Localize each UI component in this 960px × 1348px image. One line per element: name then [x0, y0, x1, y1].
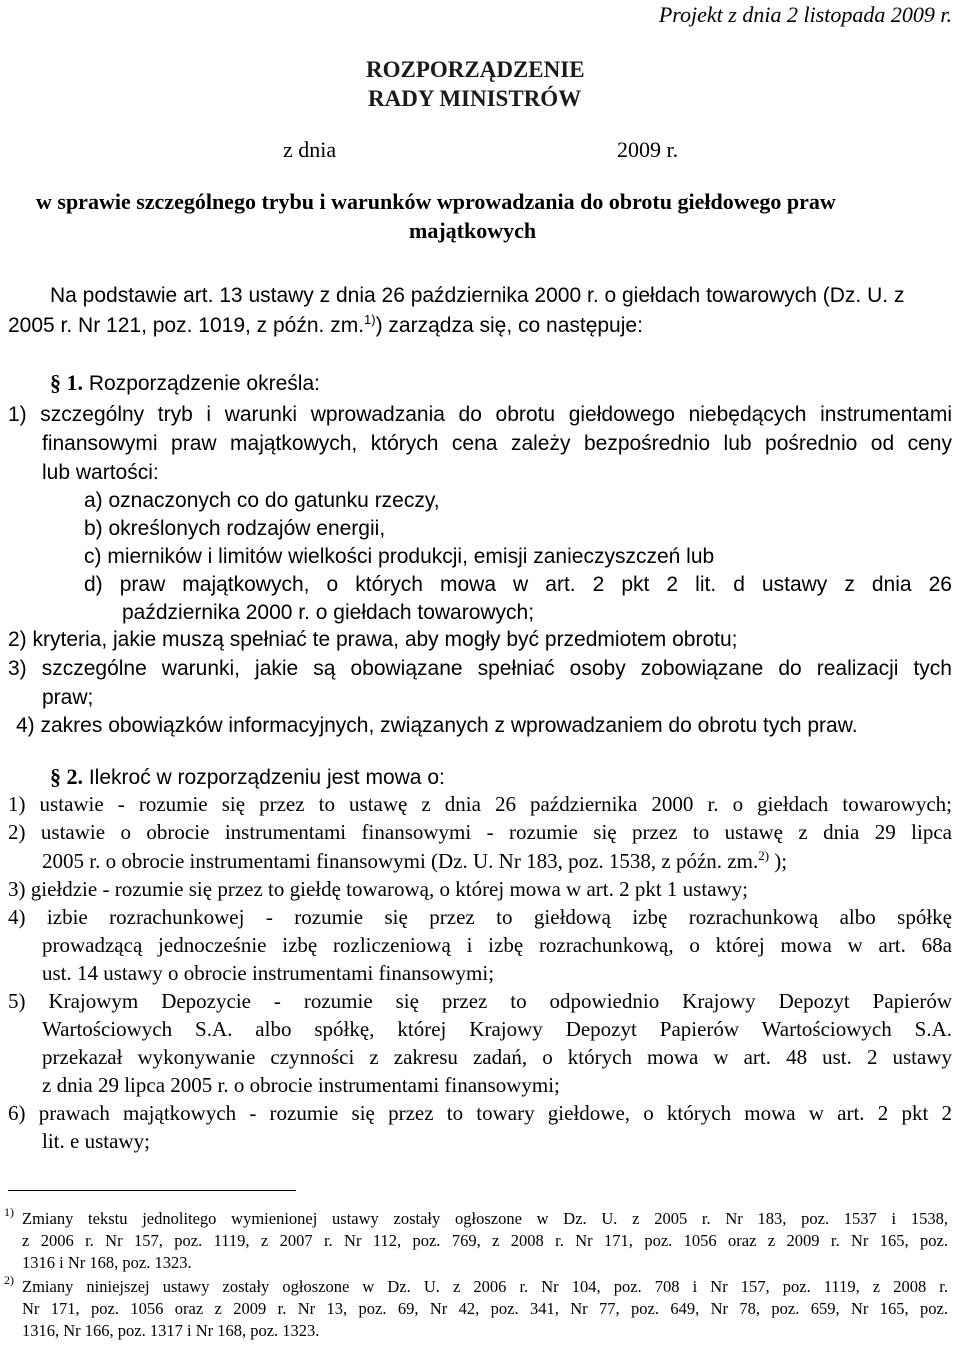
section-2-heading-text: Ilekroć w rozporządzeniu jest mowa o: [88, 766, 445, 789]
legal-basis-text-end: ) zarządza się, co następuje: [375, 314, 643, 337]
footnote-separator [8, 1190, 296, 1191]
section-1-subitem: a) oznaczonych co do gatunku rzeczy, [84, 489, 440, 512]
footnote-1-mark: 1) [4, 1205, 14, 1219]
section-1-item: 1) szczególny tryb i warunki wprowadzania do obrotu giełdowego niebędących instrumentami [8, 403, 952, 426]
section-2-item-text-end: ); [769, 849, 788, 873]
legal-basis-line2 [8, 314, 643, 338]
section-2-item: przekazał wykonywanie czynności z zakresu zadań, o których mowa w art. 48 ust. 2 ustawy [42, 1045, 952, 1069]
legal-basis-text: 2005 r. Nr 121, poz. 1019, z późn. zm. [8, 314, 365, 337]
footnote-2-line: 1316, Nr 166, poz. 1317 i Nr 168, poz. 1323. [22, 1321, 320, 1340]
section-2-item: 1) ustawie - rozumie się przez to ustawę z dnia 26 października 2000 r. o giełdach towarowych; [8, 792, 952, 816]
footnote-1-line: z 2006 r. Nr 157, poz. 1119, z 2007 r. Nr 112, poz. 769, z 2008 r. Nr 171, poz. 1056 oraz z 2009 r. Nr 165, poz. [22, 1231, 948, 1250]
section-2-item: 3) giełdzie - rozumie się przez to giełdę towarową, o której mowa w art. 2 pkt 1 ustawy; [8, 877, 749, 901]
section-1-item: praw; [42, 686, 94, 709]
section-2-item: z dnia 29 lipca 2005 r. o obrocie instrumentami finansowymi; [42, 1073, 560, 1097]
section-1-item: 4) zakres obowiązków informacyjnych, związanych z wprowadzaniem do obrotu tych praw. [16, 714, 858, 737]
section-2-item: Wartościowych S.A. albo spółkę, której Krajowy Depozyt Papierów Wartościowych S.A. [42, 1017, 952, 1041]
section-2-item: 6) prawach majątkowych - rozumie się przez to towary giełdowe, o których mowa w art. 2 pkt 2 [8, 1101, 952, 1125]
date-prefix: z dnia [283, 137, 337, 162]
footnote-ref-1[interactable]: 1) [364, 312, 376, 327]
section-2-item [42, 849, 952, 874]
document-title-line2: RADY MINISTRÓW [368, 86, 582, 111]
section-1-heading-text: Rozporządzenie określa: [88, 372, 320, 395]
section-2-item: prowadzącą jednocześnie izbę rozliczeniową i izbę rozrachunkową, o której mowa w art. 68a [42, 933, 952, 957]
section-1-item: finansowymi praw majątkowych, których cena zależy bezpośrednio lub pośrednio od ceny [42, 432, 952, 455]
footnote-ref-2[interactable]: 2) [758, 848, 770, 863]
section-1-subitem: b) określonych rodzajów energii, [84, 517, 386, 540]
section-2-item: ust. 14 ustawy o obrocie instrumentami finansowymi; [42, 961, 495, 985]
legal-basis-line1: Na podstawie art. 13 ustawy z dnia 26 października 2000 r. o giełdach towarowych (Dz. U. z [50, 284, 905, 307]
section-2-mark: § 2. [50, 764, 83, 789]
section-1-item: 3) szczególne warunki, jakie są obowiązane spełniać osoby zobowiązane do realizacji tych [8, 657, 952, 680]
section-2-item: lit. e ustawy; [42, 1129, 150, 1153]
subject-line2: majątkowych [409, 218, 537, 243]
section-2-item: 2) ustawie o obrocie instrumentami finansowymi - rozumie się przez to ustawę z dnia 29 lipca [8, 820, 952, 844]
project-note: Projekt z dnia 2 listopada 2009 r. [658, 2, 952, 27]
section-1-item: 2) kryteria, jakie muszą spełniać te prawa, aby mogły być przedmiotem obrotu; [8, 628, 738, 651]
document-title-line1: ROZPORZĄDZENIE [366, 57, 585, 82]
section-1-subitem: c) mierników i limitów wielkości produkcji, emisji zanieczyszczeń lub [84, 545, 715, 568]
date-year: 2009 r. [617, 137, 679, 162]
section-1-heading [50, 370, 320, 396]
section-2-heading [50, 764, 445, 790]
section-1-mark: § 1. [50, 370, 83, 395]
subject-line1: w sprawie szczególnego trybu i warunków wprowadzania do obrotu giełdowego praw [36, 189, 836, 214]
footnote-1-line: 1316 i Nr 168, poz. 1323. [22, 1253, 192, 1272]
section-1-item: lub wartości: [42, 461, 159, 484]
footnote-2-mark: 2) [4, 1273, 14, 1287]
section-1-subitem: października 2000 r. o giełdach towarowych; [122, 601, 535, 624]
section-2-item: 5) Krajowym Depozycie - rozumie się przez to odpowiednio Krajowy Depozyt Papierów [8, 989, 952, 1013]
section-2-item: 4) izbie rozrachunkowej - rozumie się przez to giełdową izbę rozrachunkową albo spółkę [8, 905, 952, 929]
footnote-2-line: Nr 171, poz. 1056 oraz z 2009 r. Nr 13, poz. 69, Nr 42, poz. 341, Nr 77, poz. 649, Nr 78, poz. 659, Nr 165, poz. [22, 1299, 948, 1318]
footnote-2-line: Zmiany niniejszej ustawy zostały ogłoszone w Dz. U. z 2006 r. Nr 104, poz. 708 i Nr 157, poz. 1119, z 2008 r. [22, 1277, 948, 1296]
section-2-item-text: 2005 r. o obrocie instrumentami finansowymi (Dz. U. Nr 183, poz. 1538, z późn. zm. [42, 849, 759, 873]
section-1-subitem: d) praw majątkowych, o których mowa w art. 2 pkt 2 lit. d ustawy z dnia 26 [84, 573, 952, 596]
footnote-1-line: Zmiany tekstu jednolitego wymienionej ustawy zostały ogłoszone w Dz. U. z 2005 r. Nr 183, poz. 1537 i 1538, [22, 1209, 948, 1228]
